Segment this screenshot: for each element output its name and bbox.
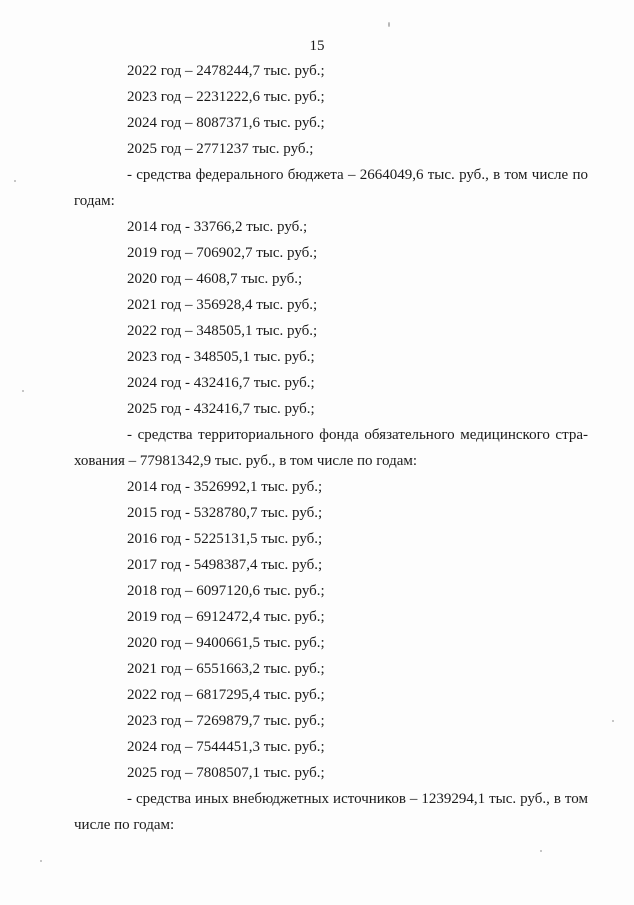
territorial-year-line: 2021 год – 6551663,2 тыс. руб.; <box>127 661 325 677</box>
scan-speck <box>388 22 390 27</box>
scan-speck <box>22 390 24 392</box>
scan-speck <box>40 860 42 862</box>
federal-year-line: 2025 год - 432416,7 тыс. руб.; <box>127 401 315 417</box>
scan-speck <box>612 720 614 722</box>
territorial-heading-line-2: хования – 77981342,9 тыс. руб., в том числе по годам: <box>74 453 418 469</box>
intro-year-line: 2022 год – 2478244,7 тыс. руб.; <box>127 63 325 79</box>
territorial-year-line: 2018 год – 6097120,6 тыс. руб.; <box>127 583 325 599</box>
scan-speck <box>14 180 16 182</box>
territorial-year-line: 2014 год - 3526992,1 тыс. руб.; <box>127 479 323 495</box>
federal-year-line: 2021 год – 356928,4 тыс. руб.; <box>127 297 318 313</box>
document-body <box>74 58 588 838</box>
federal-year-line: 2020 год – 4608,7 тыс. руб.; <box>127 271 303 287</box>
federal-year-line: 2014 год - 33766,2 тыс. руб.; <box>127 219 308 235</box>
federal-heading-line-1: - средства федерального бюджета – 2664049,6 тыс. руб., в том числе по <box>127 167 588 183</box>
territorial-year-line: 2023 год – 7269879,7 тыс. руб.; <box>127 713 325 729</box>
federal-heading-line-2: годам: <box>74 193 115 209</box>
intro-year-line: 2023 год – 2231222,6 тыс. руб.; <box>127 89 325 105</box>
territorial-year-line: 2015 год - 5328780,7 тыс. руб.; <box>127 505 323 521</box>
extrabudget-heading <box>74 786 588 838</box>
territorial-heading-line-1: - средства территориального фонда обязательного медицинского стра- <box>127 427 588 443</box>
extrabudget-heading-line-2: числе по годам: <box>74 817 175 833</box>
territorial-year-line: 2025 год – 7808507,1 тыс. руб.; <box>127 765 325 781</box>
territorial-year-line: 2022 год – 6817295,4 тыс. руб.; <box>127 687 325 703</box>
intro-year-line: 2025 год – 2771237 тыс. руб.; <box>127 141 314 157</box>
intro-year-line: 2024 год – 8087371,6 тыс. руб.; <box>127 115 325 131</box>
territorial-year-line: 2020 год – 9400661,5 тыс. руб.; <box>127 635 325 651</box>
territorial-fund-heading <box>74 422 588 474</box>
federal-year-line: 2024 год - 432416,7 тыс. руб.; <box>127 375 315 391</box>
scan-speck <box>540 850 542 852</box>
territorial-year-line: 2024 год – 7544451,3 тыс. руб.; <box>127 739 325 755</box>
page-number: 15 <box>309 38 325 54</box>
territorial-year-line: 2016 год - 5225131,5 тыс. руб.; <box>127 531 323 547</box>
federal-budget-heading <box>74 162 588 214</box>
territorial-year-line: 2019 год – 6912472,4 тыс. руб.; <box>127 609 325 625</box>
extrabudget-heading-line-1: - средства иных внебюджетных источников – 1239294,1 тыс. руб., в том <box>127 791 588 807</box>
territorial-year-line: 2017 год - 5498387,4 тыс. руб.; <box>127 557 323 573</box>
federal-year-line: 2023 год - 348505,1 тыс. руб.; <box>127 349 315 365</box>
federal-year-line: 2019 год – 706902,7 тыс. руб.; <box>127 245 318 261</box>
federal-year-line: 2022 год – 348505,1 тыс. руб.; <box>127 323 318 339</box>
